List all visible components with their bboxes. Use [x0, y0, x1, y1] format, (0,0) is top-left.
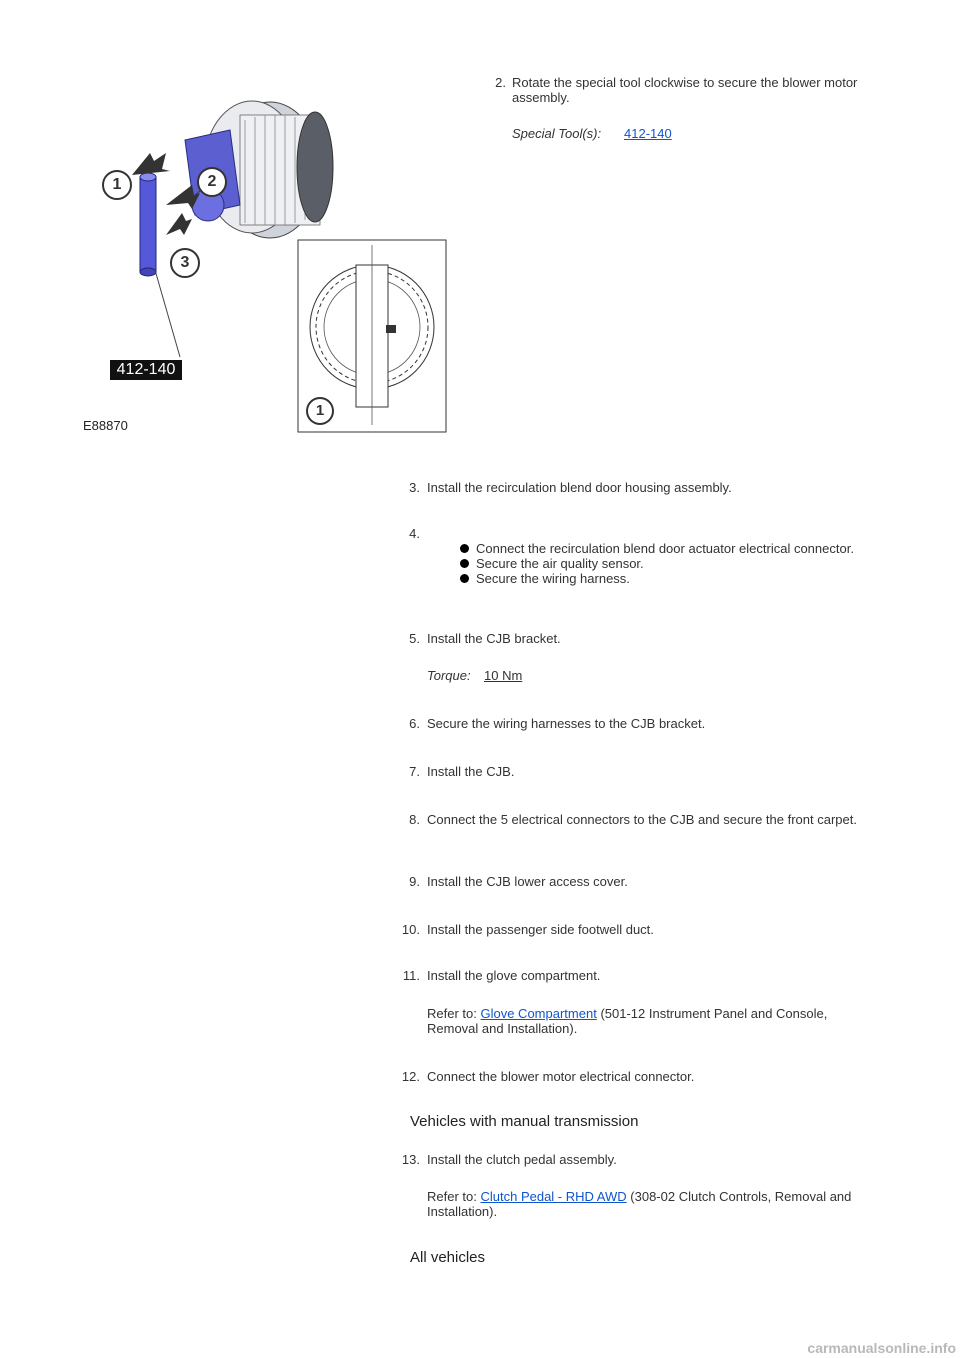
inset-callout-1-label: 1 — [315, 402, 325, 419]
bullet-text: Connect the recirculation blend door actuator electrical connector. — [476, 541, 854, 556]
step-number: 5. — [409, 631, 420, 646]
step-text: Install the recirculation blend door housing assembly. — [427, 480, 732, 495]
step-number: 13. — [401, 1152, 420, 1167]
bullet-text: Secure the air quality sensor. — [476, 556, 644, 571]
bullet-icon — [460, 544, 469, 553]
bullet-text: Secure the wiring harness. — [476, 571, 630, 586]
section-heading-all: All vehicles — [410, 1249, 486, 1266]
bullet-item — [460, 571, 870, 586]
torque-prefix: Torque: — [427, 668, 471, 683]
step-text: Connect the blower motor electrical connector. — [427, 1069, 695, 1084]
callout-2-label: 2 — [207, 173, 217, 190]
step-text: Secure the wiring harnesses to the CJB bracket. — [427, 716, 706, 731]
step-text: Connect the 5 electrical connectors to the CJB and secure the front carpet. — [427, 812, 857, 827]
step-text: Install the clutch pedal assembly. — [427, 1152, 617, 1167]
inset-callout-1 — [306, 397, 334, 425]
callout-1-label: 1 — [112, 176, 122, 193]
step-number: 8. — [409, 812, 420, 827]
callout-2 — [197, 167, 227, 197]
refer-prefix: Refer to: — [427, 1189, 477, 1204]
step-number: 10. — [401, 922, 420, 937]
step-number: 3. — [409, 480, 420, 495]
section-heading-manual: Vehicles with manual transmission — [410, 1113, 639, 1130]
tool-label — [110, 360, 182, 380]
special-tool-prefix: Special Tool(s): — [512, 126, 602, 141]
step-number: 9. — [409, 874, 420, 889]
clutch-pedal-link[interactable]: Clutch Pedal - RHD AWD — [480, 1189, 627, 1204]
torque-value: 10 Nm — [484, 668, 523, 683]
step-text: Rotate the special tool clockwise to secure the blower motor assembly. — [512, 75, 858, 105]
bullet-item — [460, 556, 870, 571]
tool-label-text: 412-140 — [116, 361, 176, 378]
callout-3 — [170, 248, 200, 278]
bullet-item — [460, 541, 870, 556]
bullet-icon — [460, 574, 469, 583]
step-number: 2. — [495, 75, 506, 90]
step-text: Install the passenger side footwell duct. — [427, 922, 654, 937]
watermark: carmanualsonline.info — [807, 1340, 956, 1356]
figure — [80, 95, 450, 440]
refer-prefix: Refer to: — [427, 1006, 477, 1021]
glove-compartment-link[interactable]: Glove Compartment — [480, 1006, 597, 1021]
step-number: 4. — [409, 526, 420, 541]
step-text: Install the CJB bracket. — [427, 631, 561, 646]
step-bullet-list — [460, 541, 870, 586]
refer-suffix: (308-02 Clutch Controls, Removal and Installation). — [427, 1189, 852, 1219]
step-number: 11. — [402, 968, 420, 983]
step-number: 6. — [409, 716, 420, 731]
step-text: Install the CJB. — [427, 764, 515, 779]
special-tool-link[interactable]: 412-140 — [624, 126, 672, 141]
callout-1 — [102, 170, 132, 200]
refer-suffix: (501-12 Instrument Panel and Console, Removal and Installation). — [427, 1006, 828, 1036]
blower-motor-illustration — [80, 95, 450, 440]
step-text: Install the CJB lower access cover. — [427, 874, 628, 889]
step-number: 7. — [409, 764, 420, 779]
callout-3-label: 3 — [180, 254, 190, 271]
refer-to-block — [427, 1006, 847, 1036]
figure-ref-code: E88870 — [83, 418, 128, 433]
bullet-icon — [460, 559, 469, 568]
step-text: Install the glove compartment. — [427, 968, 601, 983]
refer-to-block — [427, 1189, 887, 1219]
step-number: 12. — [401, 1069, 420, 1084]
